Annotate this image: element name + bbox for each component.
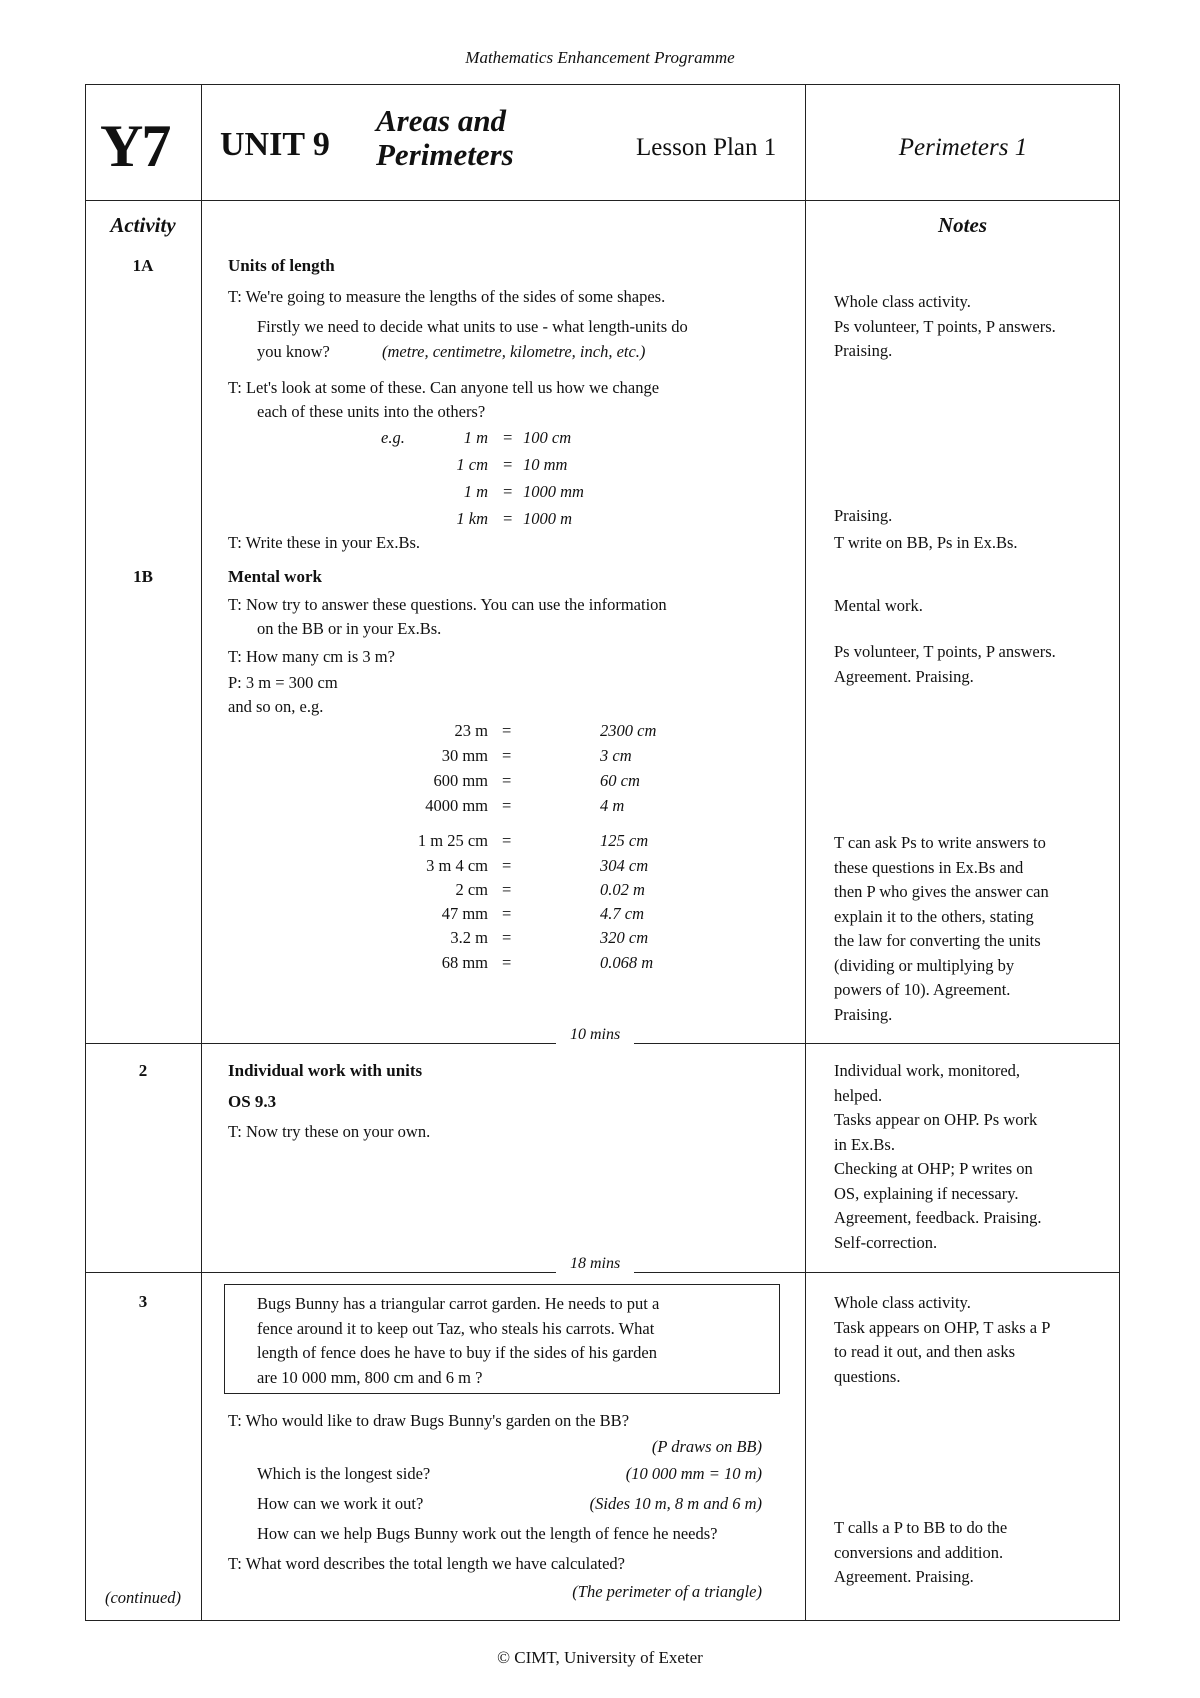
question-answer: 2300 cm — [600, 721, 657, 740]
activity-id-3: 3 — [138, 1292, 148, 1311]
question-left: 47 mm — [441, 904, 488, 923]
question-equals: = — [502, 796, 512, 815]
question-answer: 0.02 m — [600, 880, 645, 899]
note-line: Praising. — [834, 341, 893, 360]
note-line: Ps volunteer, T points, P answers. — [834, 642, 1056, 661]
note-line: Agreement, feedback. Praising. — [834, 1208, 1042, 1227]
question-answer: 4.7 cm — [600, 904, 644, 923]
question-line: Which is the longest side? — [257, 1464, 431, 1483]
title-row-divider — [85, 200, 1120, 201]
note-line: Whole class activity. — [834, 1293, 971, 1312]
notes-1a-second — [834, 502, 1124, 556]
unit-title-line-2: Perimeters — [376, 137, 514, 172]
notes-1a — [834, 290, 1124, 364]
teacher-line: T: We're going to measure the lengths of the sides of some shapes. — [228, 287, 666, 306]
activity-id-1a: 1A — [132, 256, 154, 275]
note-line: Whole class activity. — [834, 292, 971, 311]
conversion-left: 1 km — [456, 509, 488, 528]
teacher-line: T: Let's look at some of these. Can anyone tell us how we change — [228, 378, 660, 397]
problem-line: fence around it to keep out Taz, who steals his carrots. What — [257, 1318, 655, 1338]
pupil-line: P: 3 m = 300 cm — [228, 673, 338, 692]
note-line: Agreement. Praising. — [834, 666, 974, 686]
note-line: conversions and addition. — [834, 1542, 1004, 1562]
teacher-line: T: How many cm is 3 m? — [228, 647, 395, 666]
note-line: these questions in Ex.Bs and — [834, 857, 1024, 877]
section-heading-mental-work: Mental work — [228, 567, 322, 586]
notes-1b-b — [834, 640, 1124, 689]
question-left: 23 m — [454, 721, 488, 740]
overhead-slide-ref: OS 9.3 — [228, 1092, 277, 1111]
expected-answer: (10 000 mm = 10 m) — [625, 1464, 762, 1483]
note-line: Agreement. Praising. — [834, 1567, 974, 1586]
note-line: Praising. — [834, 506, 893, 525]
question-equals: = — [502, 831, 512, 850]
note-line: Tasks appear on OHP. Ps work — [834, 1110, 1038, 1129]
expected-answer: (P draws on BB) — [651, 1437, 762, 1456]
conversion-equals: = — [502, 428, 514, 447]
question-equals: = — [502, 746, 512, 765]
conversion-right: 1000 m — [523, 509, 573, 528]
question-left: 4000 mm — [425, 796, 488, 815]
section-heading-individual-work: Individual work with units — [228, 1061, 423, 1080]
question-left: 30 mm — [441, 746, 488, 765]
copyright-footer: © CIMT, University of Exeter — [497, 1648, 703, 1667]
continued-label: (continued) — [104, 1588, 182, 1607]
note-line: Task appears on OHP, T asks a P — [834, 1317, 1051, 1337]
question-answer: 125 cm — [600, 831, 649, 850]
teacher-line: T: Now try to answer these questions. You can use the information — [228, 595, 667, 614]
note-line: then P who gives the answer can — [834, 882, 1049, 901]
question-equals: = — [502, 953, 512, 972]
note-line: Praising. — [834, 1004, 893, 1024]
note-line: questions. — [834, 1366, 901, 1386]
activity-column-header: Activity — [110, 213, 176, 237]
conversion-left: 1 cm — [456, 455, 488, 474]
teacher-line-cont: you know? — [257, 342, 330, 361]
example-label: e.g. — [381, 428, 405, 447]
problem-line: Bugs Bunny has a triangular carrot garden. He needs to put a — [257, 1294, 660, 1313]
lesson-title: Perimeters 1 — [898, 134, 1028, 161]
expected-answer: (Sides 10 m, 8 m and 6 m) — [589, 1494, 762, 1513]
unit-title — [376, 104, 514, 172]
question-answer: 0.068 m — [600, 953, 654, 972]
expected-answer: (The perimeter of a triangle) — [572, 1582, 762, 1601]
unit-label: UNIT 9 — [220, 126, 330, 163]
notes-3-b — [834, 1516, 1124, 1590]
conversion-equals: = — [502, 455, 514, 474]
note-line: OS, explaining if necessary. — [834, 1183, 1019, 1203]
conversion-right: 1000 mm — [523, 482, 584, 501]
conversion-right: 10 mm — [523, 455, 568, 474]
question-equals: = — [502, 856, 512, 875]
column-divider-activity — [201, 84, 202, 1621]
teacher-line: T: What word describes the total length we have calculated? — [228, 1554, 626, 1573]
conversion-right: 100 cm — [523, 428, 572, 447]
teacher-line: T: Who would like to draw Bugs Bunny's garden on the BB? — [228, 1411, 630, 1430]
question-answer: 3 cm — [600, 746, 632, 765]
notes-2 — [834, 1059, 1124, 1255]
teacher-line: T: Write these in your Ex.Bs. — [228, 533, 421, 552]
notes-column-header: Notes — [938, 213, 987, 237]
section-heading-units-of-length: Units of length — [228, 256, 335, 275]
note-line: T calls a P to BB to do the — [834, 1518, 1008, 1537]
note-line: Individual work, monitored, — [834, 1061, 1021, 1080]
teacher-line: T: Now try these on your own. — [228, 1122, 431, 1141]
notes-1b-a: Mental work. — [834, 596, 923, 615]
note-line: Ps volunteer, T points, P answers. — [834, 316, 1056, 336]
question-equals: = — [502, 771, 512, 790]
note-line: T write on BB, Ps in Ex.Bs. — [834, 533, 1018, 552]
question-left: 600 mm — [433, 771, 488, 790]
question-answer: 320 cm — [600, 928, 649, 947]
question-equals: = — [502, 880, 512, 899]
time-marker-10-mins: 10 mins — [556, 1026, 634, 1044]
unit-title-line-1: Areas and — [376, 103, 507, 138]
question-equals: = — [502, 904, 512, 923]
note-line: Self-correction. — [834, 1232, 938, 1252]
question-equals: = — [502, 721, 512, 740]
question-equals: = — [502, 928, 512, 947]
question-line: How can we help Bugs Bunny work out the length of fence he needs? — [257, 1524, 718, 1543]
problem-line: length of fence does he have to buy if the sides of his garden — [257, 1343, 658, 1362]
note-line: to read it out, and then asks — [834, 1342, 1016, 1361]
activity-id-1b: 1B — [133, 567, 153, 586]
note-line: helped. — [834, 1085, 883, 1105]
lesson-plan-label: Lesson Plan 1 — [636, 134, 777, 161]
programme-header: Mathematics Enhancement Programme — [465, 48, 735, 67]
note-line: powers of 10). Agreement. — [834, 980, 1011, 999]
conversion-left: 1 m — [463, 428, 488, 447]
question-answer: 4 m — [600, 796, 625, 815]
question-left: 2 cm — [455, 880, 488, 899]
note-line: T can ask Ps to write answers to — [834, 833, 1046, 852]
conversion-equals: = — [502, 509, 514, 528]
time-marker-18-mins: 18 mins — [556, 1255, 634, 1273]
question-left: 3 m 4 cm — [426, 856, 488, 875]
notes-1b-c — [834, 831, 1124, 1027]
question-line: How can we work it out? — [257, 1494, 424, 1513]
question-left: 1 m 25 cm — [417, 831, 488, 850]
note-line: (dividing or multiplying by — [834, 955, 1015, 975]
activity-id-2: 2 — [138, 1061, 148, 1080]
note-line: Checking at OHP; P writes on — [834, 1159, 1033, 1178]
conversion-left: 1 m — [463, 482, 488, 501]
note-line: the law for converting the units — [834, 931, 1041, 950]
problem-text — [257, 1292, 659, 1390]
note-line: in Ex.Bs. — [834, 1134, 895, 1154]
notes-3-a — [834, 1291, 1124, 1389]
expected-answer: (metre, centimetre, kilometre, inch, etc.) — [382, 342, 646, 361]
teacher-line-cont: Firstly we need to decide what units to use - what length-units do — [257, 317, 688, 336]
question-answer: 60 cm — [600, 771, 640, 790]
problem-line: are 10 000 mm, 800 cm and 6 m ? — [257, 1367, 483, 1387]
question-answer: 304 cm — [600, 856, 649, 875]
column-divider-notes — [805, 84, 806, 1621]
question-left: 3.2 m — [450, 928, 488, 947]
note-line: explain it to the others, stating — [834, 906, 1034, 926]
teacher-line-cont: on the BB or in your Ex.Bs. — [257, 619, 442, 638]
and-so-on-line: and so on, e.g. — [228, 697, 324, 716]
question-left: 68 mm — [441, 953, 488, 972]
year-label: Y7 — [100, 113, 170, 179]
teacher-line-cont: each of these units into the others? — [257, 402, 486, 421]
conversion-equals: = — [502, 482, 514, 501]
